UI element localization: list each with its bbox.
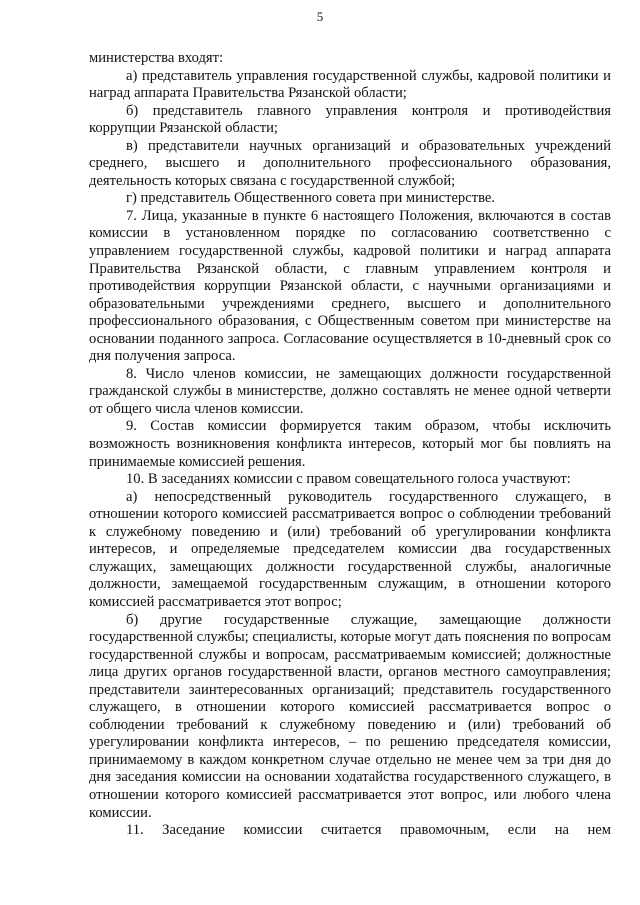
paragraph-clause-10: 10. В заседаниях комиссии с правом совещательного голоса участвуют: <box>126 471 571 488</box>
paragraph-item-v-education-reps: в) представители научных организаций и образовательных учреждений среднего, высшего и дополнительного профессионального образования, деятельность которых связана с государственной службой; <box>89 137 611 189</box>
paragraph-item-b-anticorruption-rep: б) представитель главного управления контроля и противодействия коррупции Рязанской области; <box>89 102 611 137</box>
paragraph-clause-8: 8. Число членов комиссии, не замещающих должности государственной гражданской службы в министерстве, должно составлять не менее одной четверти от общего числа членов комиссии. <box>89 365 611 417</box>
paragraph-item-g-public-council-rep: г) представитель Общественного совета при министерстве. <box>126 190 496 207</box>
document-body <box>89 50 611 840</box>
paragraph-item-a-civil-service-rep: а) представитель управления государственной службы, кадровой политики и наград аппарата Правительства Рязанской области; <box>89 67 611 102</box>
page-number: 5 <box>316 9 324 24</box>
paragraph-clause-10-item-b: б) другие государственные служащие, замещающие должности государственной службы; специалисты, которые могут дать пояснения по вопросам государственной службы и вопросам, рассматриваемым комиссией; должностные лица других органов государственной власти, органов местного самоуправления; представители заинтересованных организаций; представитель государственного служащего, в отношении которого комиссией рассматривается вопрос о соблюдении требований к служебному поведению и (или) требований об урегулировании конфликта интересов, – по решению председателя комиссии, принимаемому в каждом конкретном случае отдельно не менее чем за три дня до дня заседания комиссии на основании ходатайства государственного служащего, в отношении которого комиссией рассматривается этот вопрос, или любого члена комиссии. <box>89 611 611 821</box>
paragraph-ministry-includes: министерства входят: <box>89 50 224 66</box>
paragraph-clause-9: 9. Состав комиссии формируется таким образом, чтобы исключить возможность возникновения конфликта интересов, который мог бы повлиять на принимаемые комиссией решения. <box>89 418 611 470</box>
paragraph-clause-10-item-a: а) непосредственный руководитель государственного служащего, в отношении которого комиссией рассматривается вопрос о соблюдении требований к служебному поведению и (или) требований об урегулировании конфликта интересов, и определяемые председателем комиссии два государственных служащих, замещающих должности государственной службы, аналогичные должности, замещаемой государственным служащим, в отношении которого комиссией рассматривается этот вопрос; <box>89 488 611 610</box>
paragraph-clause-7: 7. Лица, указанные в пункте 6 настоящего Положения, включаются в состав комиссии в установленном порядке по согласованию соответственно с управлением государственной службы, кадровой политики и наград аппарата Правительства Рязанской области, с главным управлением контроля и противодействия коррупции Рязанской области, с научными организациями и образовательными учреждениями среднего, высшего и дополнительного профессионального образования, с Общественным советом при министерстве на основании поданного запроса. Согласование осуществляется в 10-дневный срок со дня получения запроса. <box>89 207 611 365</box>
paragraph-clause-11: 11. Заседание комиссии считается правомочным, если на нем <box>126 822 611 839</box>
